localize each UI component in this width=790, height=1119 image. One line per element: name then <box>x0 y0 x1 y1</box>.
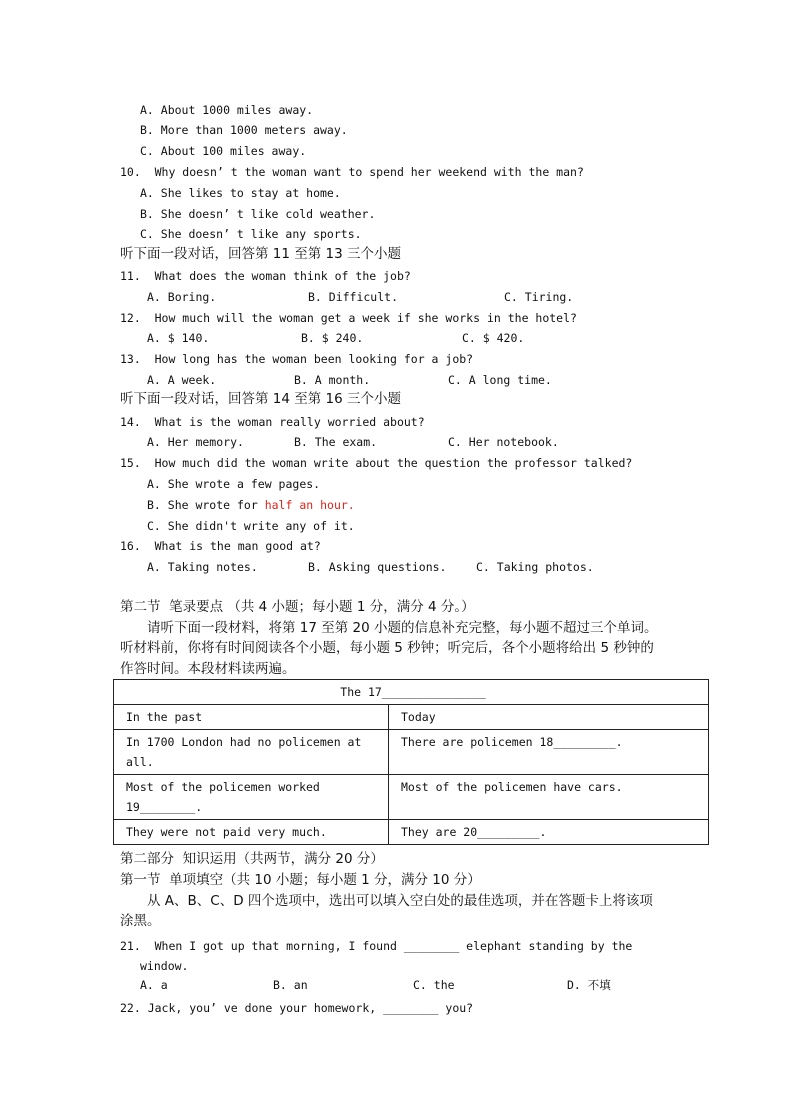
q14-option-c: C. Her notebook. <box>448 435 559 449</box>
q13-option-a: A. A week. <box>147 373 217 387</box>
q21-option-c: C. the <box>413 978 455 992</box>
q12-option-b: B. $ 240. <box>301 331 364 345</box>
q13-stem: 13. How long has the woman been looking for a job? <box>120 352 474 366</box>
table-cell-past: They were not paid very much. <box>114 820 389 845</box>
q14-option-b: B. The exam. <box>294 435 378 449</box>
q15-option-a: A. She wrote a few pages. <box>147 477 321 491</box>
q9-option-b: B. More than 1000 meters away. <box>140 123 348 137</box>
part2-section1-title: 第一节 单项填空（共 10 小题；每小题 1 分，满分 10 分） <box>120 872 481 888</box>
q16-option-b: B. Asking questions. <box>308 560 447 574</box>
table-row <box>114 820 709 845</box>
column-header-past: In the past <box>114 705 389 730</box>
part2-instruction-line1: 从 A、B、C、D 四个选项中，选出可以填入空白处的最佳选项，并在答题卡上将该项 <box>147 893 653 909</box>
q11-option-c: C. Tiring. <box>504 290 574 304</box>
part2-instruction-line2: 涂黑。 <box>120 913 161 929</box>
q16-option-c: C. Taking photos. <box>476 560 594 574</box>
q13-option-b: B. A month. <box>294 373 371 387</box>
q21-option-b: B. an <box>273 978 308 992</box>
section2-para-line3: 作答时间。本段材料读两遍。 <box>120 661 296 677</box>
column-header-today: Today <box>389 705 709 730</box>
q14-option-a: A. Her memory. <box>147 435 244 449</box>
section2-para-line1: 请听下面一段材料，将第 17 至第 20 小题的信息补充完整，每小题不超过三个单词。 <box>147 620 658 636</box>
instruction-11-13: 听下面一段对话，回答第 11 至第 13 三个小题 <box>120 246 402 262</box>
q21-stem-line1: 21. When I got up that morning, I found ________ elephant standing by the <box>120 939 633 953</box>
q21-stem-line2: window. <box>140 959 189 973</box>
table-row <box>114 775 709 820</box>
q9-option-c: C. About 100 miles away. <box>140 144 307 158</box>
q15-option-b <box>147 497 355 513</box>
table-cell-text: In 1700 London had no policemen at all. <box>126 735 362 769</box>
q10-option-b: B. She doesn’ t like cold weather. <box>140 207 376 221</box>
q10-option-a: A. She likes to stay at home. <box>140 186 341 200</box>
q14-stem: 14. What is the woman really worried about? <box>120 415 425 429</box>
instruction-14-16: 听下面一段对话，回答第 14 至第 16 三个小题 <box>120 391 402 407</box>
table-cell-today: They are 20_________. <box>389 820 709 845</box>
q15-stem: 15. How much did the woman write about the question the professor talked? <box>120 456 633 470</box>
table-cell-past: Most of the policemen worked 19________. <box>114 775 389 820</box>
q11-stem: 11. What does the woman think of the job? <box>120 269 411 283</box>
q21-option-a: A. a <box>140 978 168 992</box>
q16-stem: 16. What is the man good at? <box>120 539 321 553</box>
table-header: The 17_______________ <box>114 680 709 705</box>
section2-title: 第二节 笔录要点 （共 4 小题；每小题 1 分，满分 4 分。） <box>120 599 475 615</box>
notes-table <box>113 679 709 845</box>
q10-option-c: C. She doesn’ t like any sports. <box>140 227 362 241</box>
q15-option-c: C. She didn't write any of it. <box>147 519 355 533</box>
q21-option-d: D. 不填 <box>567 978 611 992</box>
q16-option-a: A. Taking notes. <box>147 560 258 574</box>
q13-option-c: C. A long time. <box>448 373 552 387</box>
q15-option-b-text: B. She wrote for <box>147 498 265 512</box>
q11-option-b: B. Difficult. <box>308 290 399 304</box>
table-cell-past <box>114 730 389 775</box>
q15-option-b-highlight: half an hour. <box>264 498 355 512</box>
part2-title: 第二部分 知识运用（共两节，满分 20 分） <box>120 851 384 867</box>
q12-option-c: C. $ 420. <box>462 331 525 345</box>
section2-para-line2: 听材料前，你将有时间阅读各个小题，每小题 5 秒钟；听完后，各个小题将给出 5 秒钟的 <box>120 640 654 656</box>
q9-option-a: A. About 1000 miles away. <box>140 103 314 117</box>
table-cell-today: There are policemen 18_________. <box>389 730 709 775</box>
table-row <box>114 730 709 775</box>
q11-option-a: A. Boring. <box>147 290 217 304</box>
q10-stem: 10. Why doesn’ t the woman want to spend her weekend with the man? <box>120 165 584 179</box>
table-cell-today: Most of the policemen have cars. <box>389 775 709 820</box>
q22-stem: 22. Jack, you’ ve done your homework, ________ you? <box>120 1001 474 1015</box>
q12-stem: 12. How much will the woman get a week if she works in the hotel? <box>120 311 577 325</box>
q12-option-a: A. $ 140. <box>147 331 210 345</box>
